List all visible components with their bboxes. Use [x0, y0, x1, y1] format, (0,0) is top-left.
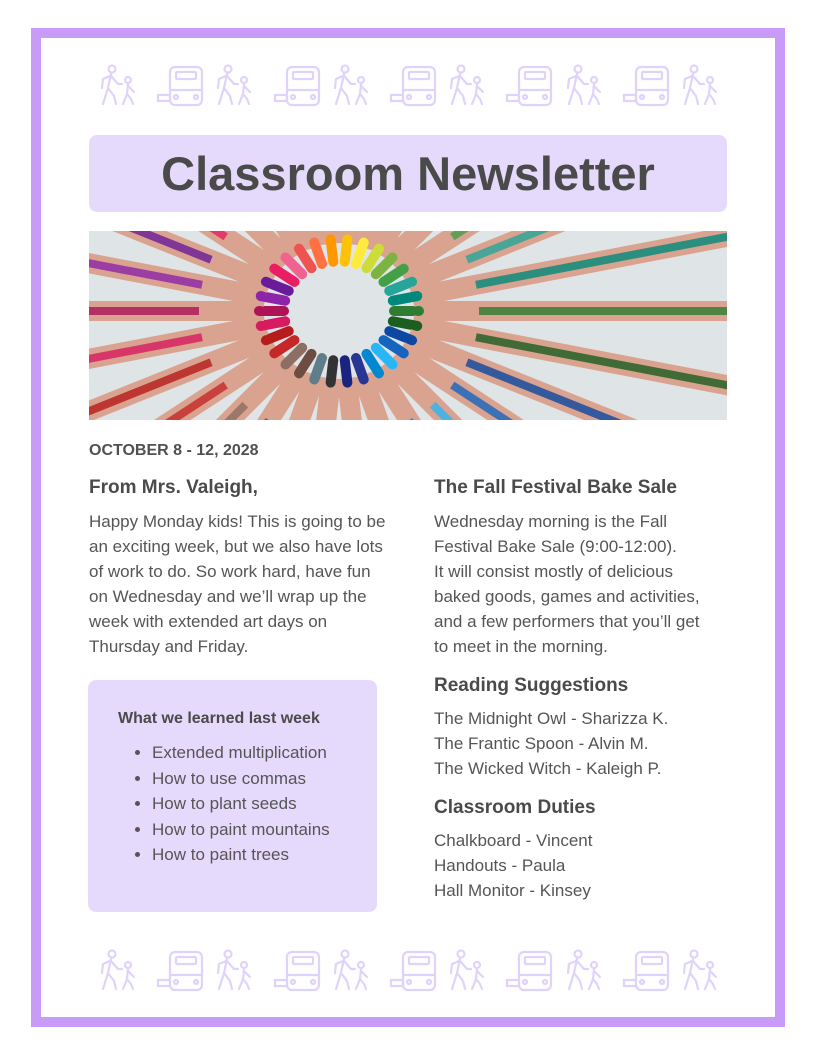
list-item: The Frantic Spoon - Alvin M. [434, 734, 649, 753]
letter-body: Happy Monday kids! This is going to be an exciting week, but we also have lots of work to do. So work hard, have fun on Wednesday and we’ll wrap up the week with extended art days on Thursday and Friday. [89, 512, 386, 656]
school-bus-icon [505, 64, 553, 113]
school-bus-icon [622, 64, 670, 113]
learned-heading: What we learned last week [118, 710, 320, 727]
walking-family-icon [564, 949, 612, 998]
learned-list [118, 740, 377, 868]
school-bus-icon [389, 64, 437, 113]
reading-section [434, 675, 734, 781]
school-bus-icon [273, 64, 321, 113]
school-bus-icon [273, 949, 321, 998]
text-line: to meet in the morning. [434, 637, 608, 656]
learned-box [88, 680, 377, 912]
bake-sale-section [434, 477, 734, 659]
right-column [434, 477, 734, 919]
text-line: baked goods, games and activities, [434, 587, 700, 606]
list-item: • Extended multiplication [152, 740, 377, 766]
text-line: Wednesday morning is the Fall [434, 512, 668, 531]
title-banner [89, 135, 727, 212]
list-item: Handouts - Paula [434, 856, 566, 875]
school-bus-icon [156, 949, 204, 998]
walking-family-icon [447, 949, 495, 998]
walking-family-icon [214, 949, 262, 998]
walking-family-icon [680, 64, 728, 113]
date-range: OCTOBER 8 - 12, 2028 [89, 442, 259, 459]
text-line: and a few performers that you’ll get [434, 612, 700, 631]
colored-pencils-image [89, 231, 727, 420]
letter-section [89, 477, 389, 659]
duties-heading: Classroom Duties [434, 797, 596, 818]
walking-family-icon [331, 949, 379, 998]
walking-family-icon [331, 64, 379, 113]
school-bus-icon [622, 949, 670, 998]
list-item: The Midnight Owl - Sharizza K. [434, 709, 669, 728]
school-bus-icon [156, 64, 204, 113]
walking-family-icon [98, 64, 146, 113]
text-line: It will consist mostly of delicious [434, 562, 674, 581]
page-title: Classroom Newsletter [161, 147, 655, 200]
text-line: Festival Bake Sale (9:00-12:00). [434, 537, 677, 556]
list-item: • How to use commas [152, 766, 377, 792]
list-item: Chalkboard - Vincent [434, 831, 593, 850]
duties-section [434, 797, 734, 903]
top-icon-row [98, 66, 728, 110]
list-item: • How to paint mountains [152, 817, 377, 843]
reading-heading: Reading Suggestions [434, 675, 629, 696]
school-bus-icon [505, 949, 553, 998]
walking-family-icon [98, 949, 146, 998]
bake-sale-heading: The Fall Festival Bake Sale [434, 477, 677, 498]
bottom-icon-row [98, 951, 728, 995]
walking-family-icon [564, 64, 612, 113]
walking-family-icon [214, 64, 262, 113]
list-item: • How to paint trees [152, 842, 377, 868]
school-bus-icon [389, 949, 437, 998]
list-item: The Wicked Witch - Kaleigh P. [434, 759, 662, 778]
walking-family-icon [680, 949, 728, 998]
walking-family-icon [447, 64, 495, 113]
list-item: • How to plant seeds [152, 791, 377, 817]
list-item: Hall Monitor - Kinsey [434, 881, 591, 900]
letter-heading: From Mrs. Valeigh, [89, 477, 258, 498]
